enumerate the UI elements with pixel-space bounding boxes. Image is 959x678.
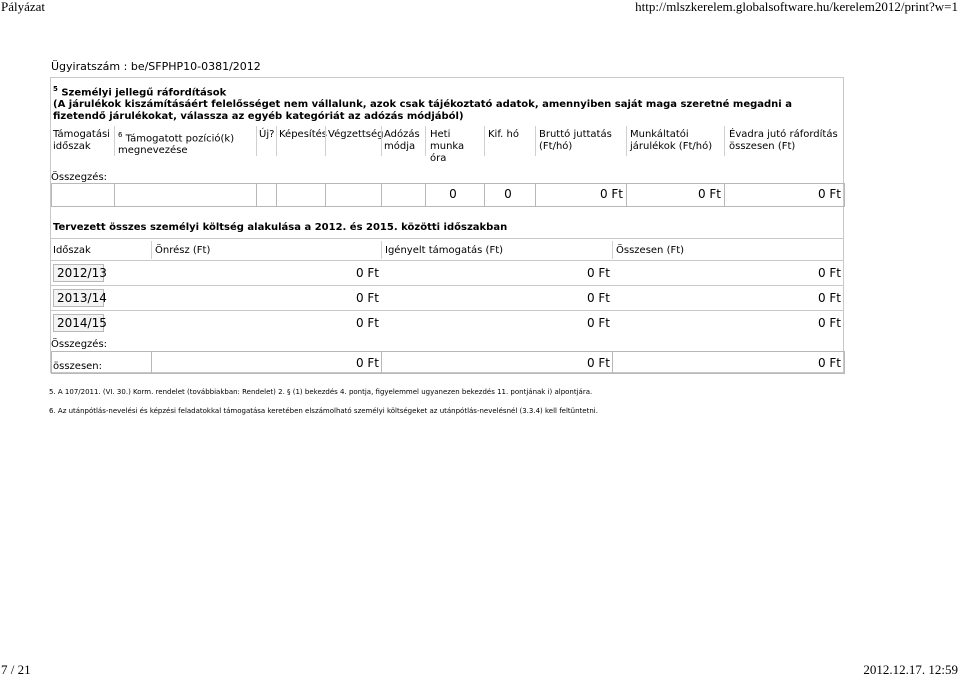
total-2014-15: 0 Ft [817,316,841,330]
summary-employer: 0 Ft [697,187,721,201]
col-divider [724,126,725,156]
summary-months: 0 [504,187,512,201]
col-header-annual: Évadra jutó ráfordítás összesen (Ft) [729,129,838,152]
planned-divider [51,238,844,239]
planned-header-own: Önrész (Ft) [155,245,211,256]
col-header-position [118,129,253,157]
planned-header-requested: Igényelt támogatás (Ft) [385,245,504,256]
summary-label: Összegzés: [51,172,108,183]
col-header-employer: Munkáltatói járulékok (Ft/hó) [630,129,713,152]
print-header-title: Pályázat [1,0,46,14]
requested-total: 0 Ft [586,356,610,370]
col-header-education: Végzettség [328,129,384,140]
case-number: Ügyiratszám : be/SFPHP10-0381/2012 [51,60,261,73]
total-total: 0 Ft [817,356,841,370]
summary-weekly-hours: 0 [449,187,457,201]
section-footnote-ref: 5 [53,85,58,93]
col-divider [276,126,277,156]
print-header-url: http://mlszkerelem.globalsoftware.hu/kerelem2012/print?w=1 [635,0,958,14]
col-divider [151,241,152,259]
footnote-6: 6. Az utánpótlás-nevelési és képzési feladatokkal támogatása keretében elszámolható személyi költségeket az utánpótlás-nevelésnél (3.3.4) kell feltüntetni. [49,407,598,415]
col-header-tax: Adózás módja [384,129,420,152]
total-2012-13: 0 Ft [817,266,841,280]
print-footer-page: 7 / 21 [1,662,31,677]
col-divider [381,241,382,259]
col-header-qualification: Képesítés [279,129,327,140]
col-divider [484,126,485,156]
planned-divider [51,310,844,311]
col-header-months: Kif. hó [488,129,519,140]
col-divider [381,126,382,156]
own-2012-13: 0 Ft [355,266,379,280]
summary-annual: 0 Ft [817,187,841,201]
period-2014-15: 2014/15 [53,314,104,332]
col-divider [535,126,536,156]
summary-gross: 0 Ft [599,187,623,201]
requested-2014-15: 0 Ft [586,316,610,330]
planned-header-period: Időszak [53,245,91,256]
col-header-position-text: Támogatott pozíció(k) megnevezése [118,133,235,157]
footnote-5: 5. A 107/2011. (VI. 30.) Korm. rendelet (továbbiakban: Rendelet) 2. § (1) bekezdés 4. pontja, figyelemmel ugyanezen bekezdés 11. pontjának i) alpontjára. [49,388,593,396]
planned-header-total: Összesen (Ft) [616,245,685,256]
section-title-text: Személyi jellegű ráfordítások [61,87,227,99]
own-2013-14: 0 Ft [355,291,379,305]
period-2012-13: 2012/13 [53,264,104,282]
period-2013-14: 2013/14 [53,289,104,307]
planned-divider [51,260,844,261]
col-divider [626,126,627,156]
own-2014-15: 0 Ft [355,316,379,330]
summary-cell [325,183,382,207]
section-title [53,83,833,123]
requested-2013-14: 0 Ft [586,291,610,305]
summary-cell [381,183,426,207]
planned-total-label: összesen: [53,361,103,372]
own-total: 0 Ft [355,356,379,370]
requested-2012-13: 0 Ft [586,266,610,280]
col-header-new: Új? [259,129,275,140]
total-2013-14: 0 Ft [817,291,841,305]
col-divider [425,126,426,156]
col-divider [325,126,326,156]
col-divider [256,126,257,156]
col-header-period: Támogatási időszak [53,129,110,152]
col-header-gross: Bruttó juttatás (Ft/hó) [539,129,612,152]
col-divider [612,241,613,259]
position-footnote-ref: 6 [118,131,123,139]
planned-title: Tervezett összes személyi költség alakulása a 2012. és 2015. közötti időszakban [53,222,508,233]
col-header-weekly-hours: Heti munka óra [430,129,465,164]
summary-cell [276,183,326,207]
summary-cell [114,183,257,207]
planned-divider [51,285,844,286]
section-note: (A járulékok kiszámításáért felelősséget nem vállalunk, azok csak tájékoztató adatok, amennyiben saját maga szeretné megadni a fizetendő járulékokat, válassza az egyéb kategóriát az adózás módjából) [53,99,792,123]
planned-summary-label: Összegzés: [51,339,108,350]
summary-cell [256,183,277,207]
summary-cell [51,183,115,207]
print-footer-datetime: 2012.12.17. 12:59 [863,662,958,677]
col-divider [114,126,115,156]
